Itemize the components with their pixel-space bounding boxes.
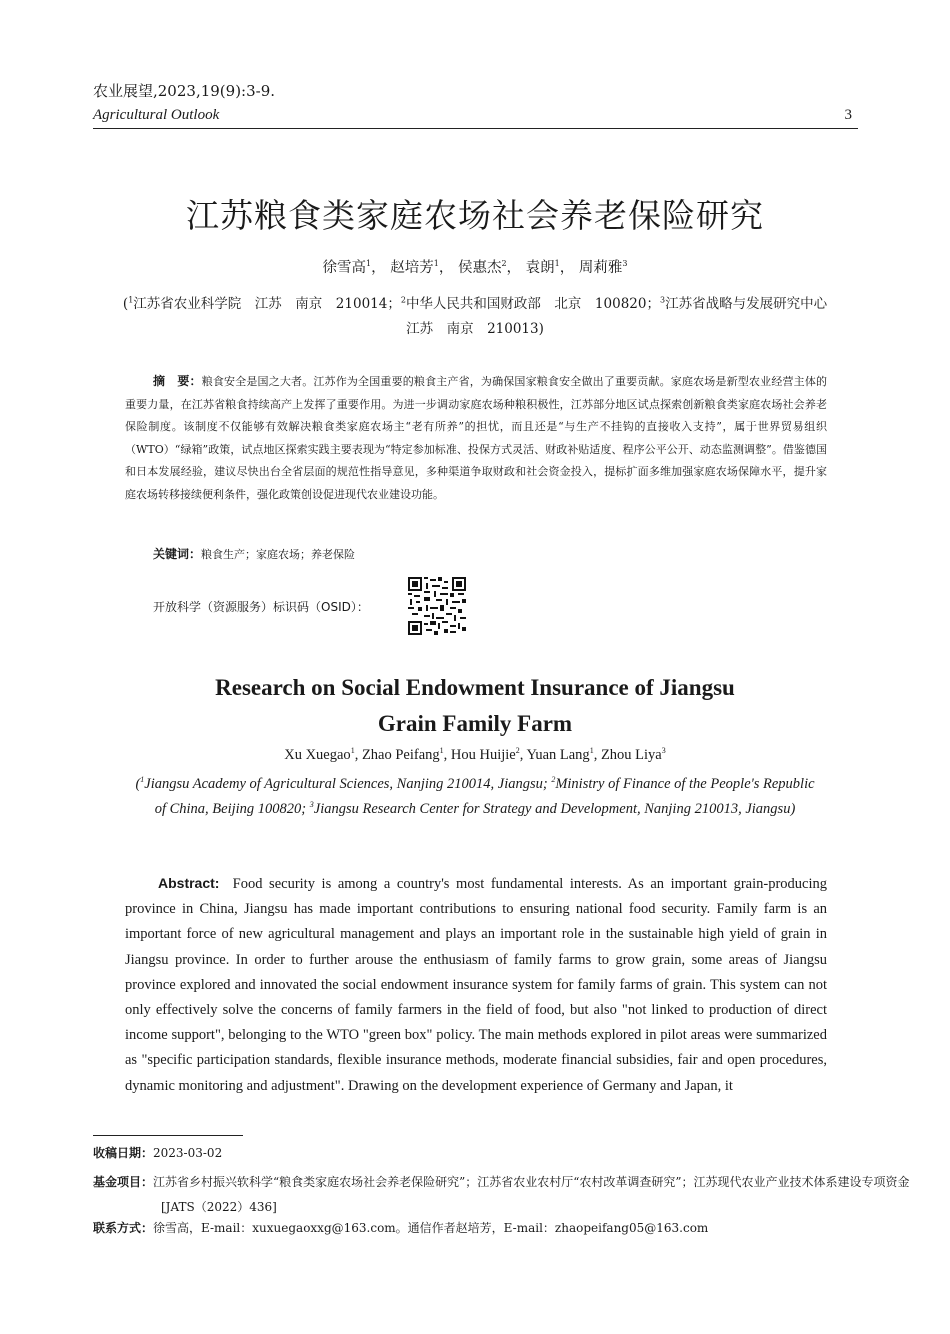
affiliation: 中华人民共和国财政部 北京 100820； <box>405 296 660 312</box>
author-affil-mark: 3 <box>661 746 666 756</box>
author-name: Hou Huijie <box>450 747 516 763</box>
qr-code-icon[interactable] <box>408 577 466 635</box>
author-affil-mark: 1 <box>554 259 560 269</box>
author-list-en: Xu Xuegao$^1$, Zhao Peifang$^1$, Hou Huijie$^2$, Yuan Lang$^1$, Zhou Liya$^3$ <box>284 746 666 763</box>
affil-mark: 1 <box>128 295 134 305</box>
abstract-text-cn: 粮食安全是国之大者。江苏作为全国重要的粮食主产省，为确保国家粮食安全做出了重要贡献。家庭农场是新型农业经营主体的重要力量，在江苏省粮食持续高产上发挥了重要作用。为进一步调动家庭农场种粮积极性，江苏部分地区试点探索创新粮食类家庭农场社会养老保险制度。该制度不仅能够有效解决粮食类家庭农场主“老有所养”的担忧，而且还是“与生产不挂钩的直接收入支持”，属于世界贸易组织（WTO）“绿箱”政策，试点地区探索实践主要表现为“特定参加标准、投保方式灵活、财政补贴适度、程序公平公开、动态监测调整”。借鉴德国和日本发展经验，建议尽快出台全省层面的规范性指导意见，多种渠道争取财政和社会资金投入，提标扩面多维加强家庭农场保障水平，提升家庭农场转移接续便利条件，强化政策创设促进现代农业建设功能。 <box>125 375 827 501</box>
affil-mark: 3 <box>659 295 666 305</box>
footnote-rule <box>93 1135 243 1136</box>
author-affil-mark: 1 <box>439 746 444 756</box>
paper-title-en <box>0 670 950 742</box>
footnote-label: 联系方式： <box>93 1221 154 1235</box>
author-affil-mark: 3 <box>622 259 628 269</box>
keywords-text-cn: 粮食生产；家庭农场；养老保险 <box>201 548 356 561</box>
author-name: 袁朗 <box>525 260 555 276</box>
footnote-fund <box>93 1170 926 1220</box>
affil-mark: 2 <box>551 775 556 785</box>
author-affil-mark: 1 <box>589 746 594 756</box>
header-rule <box>93 128 858 129</box>
affiliations-cn: ($^1$江苏省农业科学院 江苏 南京 210014；$^2$中华人民共和国财政部 北京 100820；$^3$江苏省战略与发展研究中心 江苏 南京 210013) <box>122 295 841 337</box>
author-name: Zhou Liya <box>600 747 662 763</box>
author-name: Xu Xuegao <box>284 747 351 763</box>
author-name: 侯惠杰 <box>457 260 502 276</box>
keywords-cn <box>153 545 355 562</box>
affiliations-en: ($^1$Jiangsu Academy of Agricultural Sciences, Nanjing 210014, Jiangsu; $^2$Ministry of Finance of the People's Republic of China, Beijing 100820; $^3$Jiangsu Research Center for Strategy and Development, Nanjing 210013, Jiangsu) <box>135 775 815 817</box>
affiliation: 江苏省战略与发展研究中心 江苏 南京 210013 <box>406 296 841 337</box>
footnote-label: 基金项目： <box>93 1175 154 1189</box>
abstract-label-cn: 摘 要： <box>153 374 202 388</box>
author-name: Zhao Peifang <box>361 747 440 763</box>
abstract-text-en: Food security is among a country's most fundamental interests. As an important grain-producing province in China, Jiangsu has made important contributions to ensuring national food security. Family farm is an important force of new agricultural management and plays an important role in the sustainable high yield of grain in Jiangsu province. In order to further arouse the enthusiasm of family farms to grow grain, some areas of Jiangsu province explored and innovated the social endowment insurance system for family farms of grain. This system can not only effectively solve the concerns of family farmers in the field of food, but also "not linked to production of direct income support", belonging to the WTO "green box" policy. The main methods explored in pilot areas were summarized as "specific participation standards, flexible insurance methods, moderate financial subsidies, fair and open procedures, dynamic monitoring and adjustment". Drawing on the development experience of Germany and Japan, it <box>125 876 828 1094</box>
author-affil-mark: 1 <box>366 259 372 269</box>
abstract-en <box>125 871 827 1099</box>
footnote-value: 江苏省乡村振兴软科学“粮食类家庭农场社会养老保险研究”；江苏省农业农村厅“农村改革调查研究”；江苏现代农业产业技术体系建设专项资金 [JATS（2022）436] <box>153 1175 910 1214</box>
affiliation: 江苏省农业科学院 江苏 南京 210014； <box>133 296 401 312</box>
abstract-cn <box>125 370 827 506</box>
author-name: 赵培芳 <box>390 260 434 276</box>
keywords-label-cn: 关键词： <box>153 547 202 561</box>
footnote-received <box>93 1144 858 1161</box>
affiliation: Jiangsu Research Center for Strategy and Development, Nanjing 210013, Jiangsu <box>313 801 791 817</box>
affiliation: Ministry of Finance of the People's Republic of China, Beijing 100820; <box>154 776 815 817</box>
author-affil-mark: 1 <box>350 746 355 756</box>
paper-title-en-line: Research on Social Endowment Insurance of Jiangsu <box>215 675 735 700</box>
affiliation: Jiangsu Academy of Agricultural Sciences, Nanjing 210014, Jiangsu; <box>144 776 552 792</box>
paper-title-en-line: Grain Family Farm <box>377 711 573 736</box>
affil-mark: 3 <box>309 800 314 810</box>
author-name: 徐雪高 <box>322 260 367 276</box>
author-name: Yuan Lang <box>526 747 590 763</box>
footnote-value: 徐雪高，E-mail：xuxuegaoxxg@163.com。通信作者赵培芳，E-mail：zhaopeifang05@163.com <box>153 1221 709 1235</box>
running-header-journal: Agricultural Outlook <box>93 107 220 123</box>
footnote-label: 收稿日期： <box>93 1146 154 1160</box>
running-header-citation: 农业展望,2023,19(9):3-9. <box>93 82 276 100</box>
affil-mark: 1 <box>140 775 145 785</box>
author-affil-mark: 1 <box>433 259 439 269</box>
page-number: 3 <box>844 107 852 123</box>
author-affil-mark: 2 <box>515 746 520 756</box>
footnote-contact <box>93 1219 858 1236</box>
author-name: 周莉雅 <box>578 260 623 276</box>
author-list-cn: 徐雪高$^1$， 赵培芳$^1$， 侯惠杰$^2$， 袁朗$^1$， 周莉雅$^3$ <box>322 259 628 276</box>
osid-label: 开放科学（资源服务）标识码（OSID）： <box>153 600 369 614</box>
paper-title-cn: 江苏粮食类家庭农场社会养老保险研究 <box>186 196 764 235</box>
footnote-value: 2023-03-02 <box>153 1146 223 1160</box>
affil-mark: 2 <box>400 295 406 305</box>
author-affil-mark: 2 <box>501 259 507 269</box>
abstract-label-en: Abstract: <box>158 875 220 891</box>
